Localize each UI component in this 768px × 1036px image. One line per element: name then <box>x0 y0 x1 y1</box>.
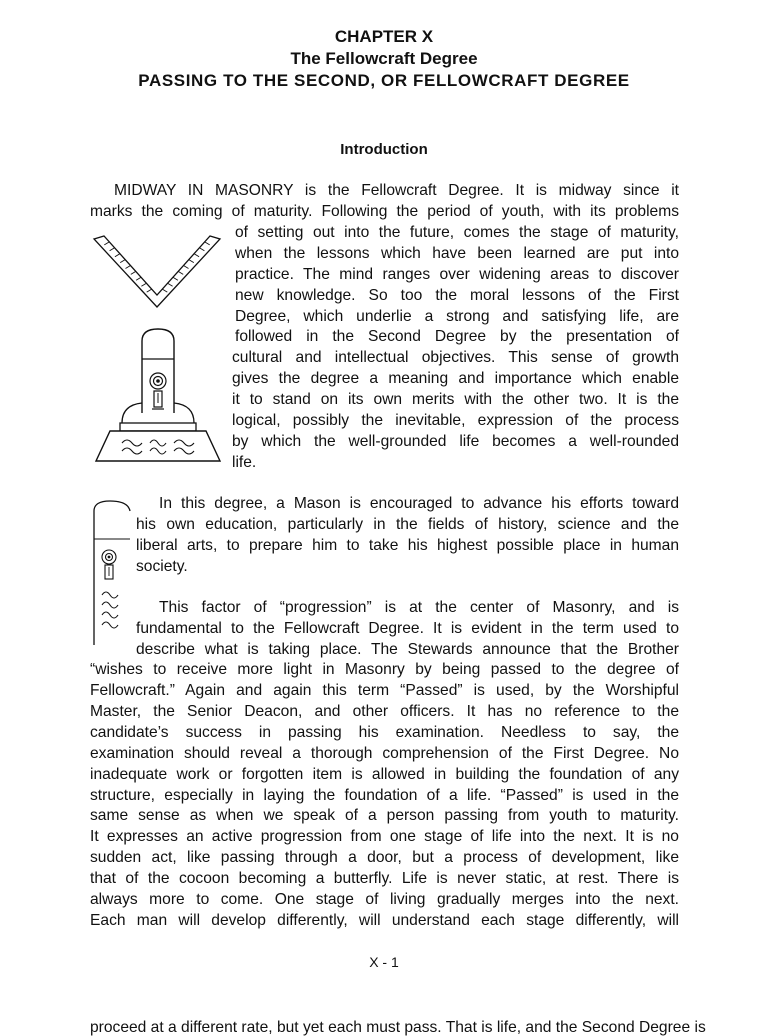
paragraph-line: structure, especially in laying the foundation of a life. “Passed” is used in the <box>90 787 679 804</box>
paragraph-line: Degree, which underlie a strong and satisfying life, are <box>235 308 679 325</box>
paragraph-line: cultural and intellectual objectives. This sense of growth <box>232 349 679 366</box>
paragraph-line: same sense as when we speak of a person passing from youth to maturity. <box>90 807 679 824</box>
square-icon <box>90 233 230 313</box>
paragraph-line: Master, the Senior Deacon, and other officers. It has no reference to the <box>90 703 679 720</box>
section-title: PASSING TO THE SECOND, OR FELLOWCRAFT DEGREE <box>138 71 630 90</box>
paragraph-line: by which the well-grounded life becomes a well-rounded <box>232 433 679 450</box>
chapter-subtitle: The Fellowcraft Degree <box>290 49 478 68</box>
paragraph-line: describe what is taking place. The Stewards announce that the Brother <box>136 641 679 658</box>
chapter-title: CHAPTER X <box>334 27 434 46</box>
paragraph-line: examination should reveal a thorough comprehension of the First Degree. No <box>90 745 679 762</box>
paragraph-line: sudden act, like passing through a door, but a process of development, like <box>90 849 679 866</box>
page-number: X - 1 <box>369 954 399 970</box>
chapter-headings <box>0 26 768 92</box>
paragraph-line: gives the degree a meaning and importance which enable <box>232 370 679 387</box>
paragraph-line: Fellowcraft.” Again and again this term “Passed” is used, by the Worshipful <box>90 682 679 699</box>
paragraph-line: MIDWAY IN MASONRY is the Fellowcraft Degree. It is midway since it <box>114 182 679 199</box>
paragraph-line: logical, possibly the inevitable, expression of the process <box>232 412 679 429</box>
paragraph-line: followed in the Second Degree by the presentation of <box>235 328 679 345</box>
paragraph-line: candidate’s success in passing his examination. Needless to say, the <box>90 724 679 741</box>
paragraph-line: society. <box>136 558 188 575</box>
paragraph-line: life. <box>232 454 257 471</box>
paragraph-line: fundamental to the Fellowcraft Degree. It is evident in the term used to <box>136 620 679 637</box>
paragraph-line: Each man will develop differently, will understand each stage differently, will <box>90 912 679 929</box>
paragraph-line: his own education, particularly in the fields of history, science and the <box>136 516 679 533</box>
paragraph-line: practice. The mind ranges over widening areas to discover <box>235 266 679 283</box>
paragraph-line: when the lessons which have been learned are put into <box>235 245 679 262</box>
paragraph-line: inadequate work or forgotten item is allowed in building the foundation of any <box>90 766 679 783</box>
paragraph-line: always more to come. One stage of living gradually merges into the next. <box>90 891 679 908</box>
column-icon <box>90 497 134 647</box>
paragraph-line: it to stand on its own merits with the other two. It is the <box>232 391 679 408</box>
paragraph-line: In this degree, a Mason is encouraged to advance his efforts toward <box>159 495 679 512</box>
paragraph-line: liberal arts, to prepare him to take his highest possible place in human <box>136 537 679 554</box>
cutoff-text: proceed at a different rate, but yet each must pass. That is life, and the Second Degree is <box>90 1019 706 1036</box>
paragraph-line: that of the cocoon becoming a butterfly. Life is never static, at rest. There is <box>90 870 679 887</box>
paragraph-line: This factor of “progression” is at the center of Masonry, and is <box>159 599 679 616</box>
next-page-cutoff-line <box>90 1015 706 1036</box>
paragraph-line: new knowledge. So too the moral lessons of the First <box>235 287 679 304</box>
paragraph-line: marks the coming of maturity. Following the period of youth, with its problems <box>90 203 679 220</box>
paragraph-line: It expresses an active progression from one stage of life into the next. It is no <box>90 828 679 845</box>
paragraph-line: “wishes to receive more light in Masonry by being passed to the degree of <box>90 661 679 678</box>
plumb-pedestal-icon <box>92 325 224 465</box>
paragraph-line: of setting out into the future, comes the stage of maturity, <box>235 224 679 241</box>
intro-heading: Introduction <box>340 141 428 158</box>
